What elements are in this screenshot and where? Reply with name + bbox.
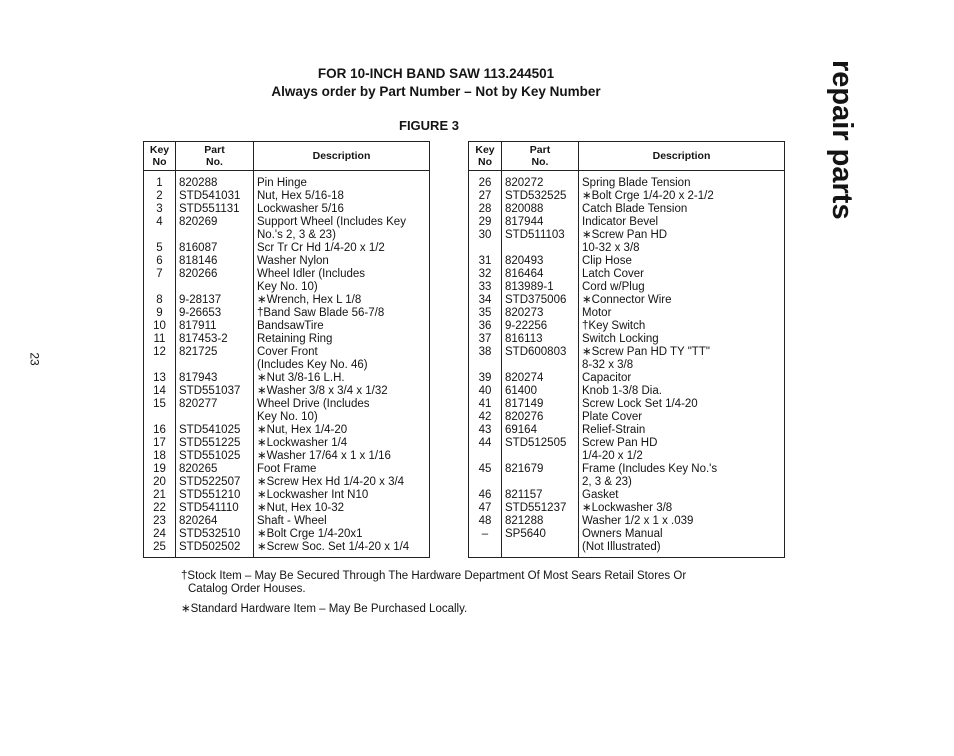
part-no-cell: 820269 — [176, 216, 254, 229]
key-no-cell: 3 — [144, 203, 176, 216]
description-cell: Support Wheel (Includes Key — [254, 216, 430, 229]
key-no-cell: 26 — [469, 171, 502, 191]
table-row — [469, 424, 785, 437]
key-no-header: Key No — [469, 142, 502, 171]
table-row — [469, 255, 785, 268]
description-cell: ∗Washer 3/8 x 3/4 x 1/32 — [254, 385, 430, 398]
table-row — [469, 398, 785, 411]
key-no-cell: 41 — [469, 398, 502, 411]
table-row — [144, 242, 430, 255]
part-no-cell: 9-26653 — [176, 307, 254, 320]
table-row — [469, 333, 785, 346]
table-row — [144, 515, 430, 528]
table-row — [469, 320, 785, 333]
key-no-cell: 20 — [144, 476, 176, 489]
key-no-cell: 1 — [144, 171, 176, 191]
table-row — [469, 242, 785, 255]
key-no-cell: 11 — [144, 333, 176, 346]
description-cell: Capacitor — [579, 372, 785, 385]
key-no-cell: 44 — [469, 437, 502, 450]
page-number: 23 — [27, 352, 42, 366]
table-row — [144, 372, 430, 385]
key-no-cell — [144, 411, 176, 424]
description-cell: Screw Lock Set 1/4-20 — [579, 398, 785, 411]
description-cell: Plate Cover — [579, 411, 785, 424]
key-no-cell: 40 — [469, 385, 502, 398]
description-cell: 8-32 x 3/8 — [579, 359, 785, 372]
part-no-cell — [502, 242, 579, 255]
description-cell: ∗Lockwasher Int N10 — [254, 489, 430, 502]
key-no-cell: 34 — [469, 294, 502, 307]
part-no-cell: 820493 — [502, 255, 579, 268]
table-row — [144, 294, 430, 307]
description-cell: BandsawTire — [254, 320, 430, 333]
table-row — [469, 171, 785, 191]
key-no-cell: 25 — [144, 541, 176, 558]
description-cell: ∗Wrench, Hex L 1/8 — [254, 294, 430, 307]
key-no-cell — [144, 281, 176, 294]
description-cell: ∗Nut, Hex 1/4-20 — [254, 424, 430, 437]
part-no-cell: 816087 — [176, 242, 254, 255]
part-no-cell: 820265 — [176, 463, 254, 476]
table-row — [144, 190, 430, 203]
description-cell: (Includes Key No. 46) — [254, 359, 430, 372]
table-row — [144, 171, 430, 191]
part-no-cell: STD551131 — [176, 203, 254, 216]
description-cell: ∗Screw Pan HD TY "TT" — [579, 346, 785, 359]
table-row — [144, 489, 430, 502]
part-no-cell: STD541031 — [176, 190, 254, 203]
key-no-cell: 21 — [144, 489, 176, 502]
description-cell: ∗Bolt Crge 1/4-20 x 2-1/2 — [579, 190, 785, 203]
table-row — [144, 216, 430, 229]
table-row — [469, 229, 785, 242]
standard-hardware-note: ∗Standard Hardware Item – May Be Purchased Locally. — [181, 603, 468, 615]
part-no-cell: STD532510 — [176, 528, 254, 541]
key-no-cell: 37 — [469, 333, 502, 346]
table-row — [144, 229, 430, 242]
part-no-cell — [502, 450, 579, 463]
description-cell: Indicator Bevel — [579, 216, 785, 229]
key-no-cell — [469, 359, 502, 372]
table-row — [469, 541, 785, 558]
table-row — [469, 476, 785, 489]
key-no-cell: 28 — [469, 203, 502, 216]
stock-item-note: †Stock Item – May Be Secured Through The Hardware Department Of Most Sears Retail Stores Or Catalog Order Houses. — [181, 570, 687, 595]
description-cell: ∗Screw Hex Hd 1/4-20 x 3/4 — [254, 476, 430, 489]
table-row — [469, 307, 785, 320]
description-cell: ∗Lockwasher 3/8 — [579, 502, 785, 515]
part-no-cell: STD502502 — [176, 541, 254, 558]
description-cell: Lockwasher 5/16 — [254, 203, 430, 216]
description-cell: †Band Saw Blade 56-7/8 — [254, 307, 430, 320]
description-cell: Wheel Idler (Includes — [254, 268, 430, 281]
description-cell: Owners Manual — [579, 528, 785, 541]
key-no-cell: 46 — [469, 489, 502, 502]
part-no-cell: STD600803 — [502, 346, 579, 359]
description-cell: ∗Connector Wire — [579, 294, 785, 307]
table-row — [144, 528, 430, 541]
part-no-cell: STD541110 — [176, 502, 254, 515]
table-row — [469, 359, 785, 372]
part-no-cell: 816464 — [502, 268, 579, 281]
description-cell: ∗Screw Soc. Set 1/4-20 x 1/4 — [254, 541, 430, 558]
key-no-cell: 29 — [469, 216, 502, 229]
description-cell: No.'s 2, 3 & 23) — [254, 229, 430, 242]
key-no-cell — [469, 541, 502, 558]
key-no-cell: 9 — [144, 307, 176, 320]
description-cell: Pin Hinge — [254, 171, 430, 191]
part-no-cell — [176, 411, 254, 424]
table-row — [469, 489, 785, 502]
table-row — [469, 294, 785, 307]
parts-table-right — [468, 141, 785, 558]
description-cell: Clip Hose — [579, 255, 785, 268]
description-cell: (Not Illustrated) — [579, 541, 785, 558]
description-cell: ∗Washer 17/64 x 1 x 1/16 — [254, 450, 430, 463]
key-no-cell: 22 — [144, 502, 176, 515]
part-no-cell: 821288 — [502, 515, 579, 528]
description-cell: Washer 1/2 x 1 x .039 — [579, 515, 785, 528]
key-no-cell: 8 — [144, 294, 176, 307]
part-no-cell: 817943 — [176, 372, 254, 385]
part-no-cell: 820088 — [502, 203, 579, 216]
description-cell: †Key Switch — [579, 320, 785, 333]
key-no-cell: 24 — [144, 528, 176, 541]
part-no-cell — [176, 229, 254, 242]
table-row — [144, 359, 430, 372]
parts-table-left — [143, 141, 430, 558]
description-cell: Shaft - Wheel — [254, 515, 430, 528]
table-row — [144, 255, 430, 268]
key-no-cell: 30 — [469, 229, 502, 242]
part-no-cell: 821725 — [176, 346, 254, 359]
key-no-cell: – — [469, 528, 502, 541]
key-no-cell: 7 — [144, 268, 176, 281]
table-row — [144, 450, 430, 463]
part-no-cell: 820266 — [176, 268, 254, 281]
description-cell: 2, 3 & 23) — [579, 476, 785, 489]
description-cell: ∗Lockwasher 1/4 — [254, 437, 430, 450]
key-no-cell: 27 — [469, 190, 502, 203]
description-cell: Relief-Strain — [579, 424, 785, 437]
key-no-cell: 45 — [469, 463, 502, 476]
description-cell: ∗Bolt Crge 1/4-20x1 — [254, 528, 430, 541]
table-row — [469, 411, 785, 424]
table-row — [144, 502, 430, 515]
key-no-cell — [144, 229, 176, 242]
table-row — [469, 281, 785, 294]
description-cell: Retaining Ring — [254, 333, 430, 346]
page-title: FOR 10-INCH BAND SAW 113.244501 — [317, 66, 555, 81]
description-cell: Scr Tr Cr Hd 1/4-20 x 1/2 — [254, 242, 430, 255]
table-row — [144, 333, 430, 346]
description-cell: Foot Frame — [254, 463, 430, 476]
description-cell: Washer Nylon — [254, 255, 430, 268]
description-cell: Nut, Hex 5/16-18 — [254, 190, 430, 203]
part-no-cell — [502, 476, 579, 489]
table-row — [469, 268, 785, 281]
part-no-cell: 813989-1 — [502, 281, 579, 294]
key-no-cell: 47 — [469, 502, 502, 515]
table-row — [144, 320, 430, 333]
key-no-cell: 31 — [469, 255, 502, 268]
description-header: Description — [254, 142, 430, 171]
key-no-cell: 23 — [144, 515, 176, 528]
description-cell: Cover Front — [254, 346, 430, 359]
part-no-cell: 820288 — [176, 171, 254, 191]
key-no-cell: 19 — [144, 463, 176, 476]
key-no-cell: 33 — [469, 281, 502, 294]
part-no-cell: 818146 — [176, 255, 254, 268]
key-no-cell: 4 — [144, 216, 176, 229]
table-row — [469, 216, 785, 229]
key-no-cell: 12 — [144, 346, 176, 359]
table-row — [469, 463, 785, 476]
key-no-cell — [144, 359, 176, 372]
key-no-cell: 14 — [144, 385, 176, 398]
part-no-cell: 817911 — [176, 320, 254, 333]
key-no-cell: 36 — [469, 320, 502, 333]
description-cell: Catch Blade Tension — [579, 203, 785, 216]
part-no-cell: 817149 — [502, 398, 579, 411]
part-no-cell: 61400 — [502, 385, 579, 398]
part-no-cell: STD541025 — [176, 424, 254, 437]
key-no-cell: 35 — [469, 307, 502, 320]
table-row — [469, 450, 785, 463]
part-no-cell: 820274 — [502, 372, 579, 385]
table-row — [144, 424, 430, 437]
part-no-cell: STD522507 — [176, 476, 254, 489]
part-no-cell: 820277 — [176, 398, 254, 411]
key-no-cell: 42 — [469, 411, 502, 424]
table-row — [469, 372, 785, 385]
table-row — [144, 346, 430, 359]
table-row — [144, 268, 430, 281]
description-cell: Knob 1-3/8 Dia. — [579, 385, 785, 398]
description-cell: ∗Screw Pan HD — [579, 229, 785, 242]
key-no-cell: 10 — [144, 320, 176, 333]
part-no-cell: 820264 — [176, 515, 254, 528]
description-cell: Key No. 10) — [254, 281, 430, 294]
key-no-cell: 5 — [144, 242, 176, 255]
description-cell: ∗Nut, Hex 10-32 — [254, 502, 430, 515]
part-no-cell: STD551237 — [502, 502, 579, 515]
description-cell: Latch Cover — [579, 268, 785, 281]
part-no-cell: STD512505 — [502, 437, 579, 450]
part-no-cell: 69164 — [502, 424, 579, 437]
part-no-cell: STD551225 — [176, 437, 254, 450]
part-no-cell — [502, 541, 579, 558]
part-no-cell: 821157 — [502, 489, 579, 502]
key-no-cell: 32 — [469, 268, 502, 281]
table-row — [144, 281, 430, 294]
part-no-header: Part No. — [502, 142, 579, 171]
description-cell: ∗Nut 3/8-16 L.H. — [254, 372, 430, 385]
part-no-header: Part No. — [176, 142, 254, 171]
part-no-cell — [502, 359, 579, 372]
key-no-cell — [469, 476, 502, 489]
description-cell: Motor — [579, 307, 785, 320]
key-no-cell: 17 — [144, 437, 176, 450]
table-row — [144, 476, 430, 489]
part-no-cell — [176, 359, 254, 372]
table-row — [469, 203, 785, 216]
key-no-cell — [469, 242, 502, 255]
key-no-cell: 6 — [144, 255, 176, 268]
table-row — [144, 437, 430, 450]
description-header: Description — [579, 142, 785, 171]
table-row — [144, 398, 430, 411]
table-row — [144, 541, 430, 558]
table-row — [469, 346, 785, 359]
part-no-cell: 820273 — [502, 307, 579, 320]
part-no-cell: 9-28137 — [176, 294, 254, 307]
key-no-cell: 38 — [469, 346, 502, 359]
part-no-cell: STD551210 — [176, 489, 254, 502]
figure-label: FIGURE 3 — [399, 118, 459, 133]
part-no-cell: STD375006 — [502, 294, 579, 307]
table-row — [469, 385, 785, 398]
description-cell: Screw Pan HD — [579, 437, 785, 450]
part-no-cell — [176, 281, 254, 294]
description-cell: Frame (Includes Key No.'s — [579, 463, 785, 476]
part-no-cell: STD551037 — [176, 385, 254, 398]
part-no-cell: SP5640 — [502, 528, 579, 541]
key-no-cell: 48 — [469, 515, 502, 528]
table-row — [144, 307, 430, 320]
table-row — [469, 515, 785, 528]
part-no-cell: STD551025 — [176, 450, 254, 463]
description-cell: Key No. 10) — [254, 411, 430, 424]
table-row — [469, 502, 785, 515]
description-cell: Cord w/Plug — [579, 281, 785, 294]
table-row — [469, 528, 785, 541]
key-no-cell: 43 — [469, 424, 502, 437]
key-no-cell: 15 — [144, 398, 176, 411]
part-no-cell: 817944 — [502, 216, 579, 229]
description-cell: Switch Locking — [579, 333, 785, 346]
table-row — [144, 203, 430, 216]
table-row — [469, 190, 785, 203]
part-no-cell: 9-22256 — [502, 320, 579, 333]
description-cell: 10-32 x 3/8 — [579, 242, 785, 255]
key-no-cell: 16 — [144, 424, 176, 437]
part-no-cell: STD511103 — [502, 229, 579, 242]
part-no-cell: 817453-2 — [176, 333, 254, 346]
part-no-cell: STD532525 — [502, 190, 579, 203]
part-no-cell: 821679 — [502, 463, 579, 476]
table-row — [144, 463, 430, 476]
description-cell: Gasket — [579, 489, 785, 502]
part-no-cell: 820276 — [502, 411, 579, 424]
section-side-title: repair parts — [826, 60, 858, 220]
key-no-cell: 2 — [144, 190, 176, 203]
part-no-cell: 816113 — [502, 333, 579, 346]
page-subtitle: Always order by Part Number – Not by Key Number — [271, 84, 601, 99]
key-no-cell — [469, 450, 502, 463]
description-cell: 1/4-20 x 1/2 — [579, 450, 785, 463]
table-row — [144, 385, 430, 398]
key-no-cell: 13 — [144, 372, 176, 385]
description-cell: Spring Blade Tension — [579, 171, 785, 191]
part-no-cell: 820272 — [502, 171, 579, 191]
key-no-header: Key No — [144, 142, 176, 171]
key-no-cell: 39 — [469, 372, 502, 385]
table-row — [469, 437, 785, 450]
key-no-cell: 18 — [144, 450, 176, 463]
description-cell: Wheel Drive (Includes — [254, 398, 430, 411]
table-row — [144, 411, 430, 424]
